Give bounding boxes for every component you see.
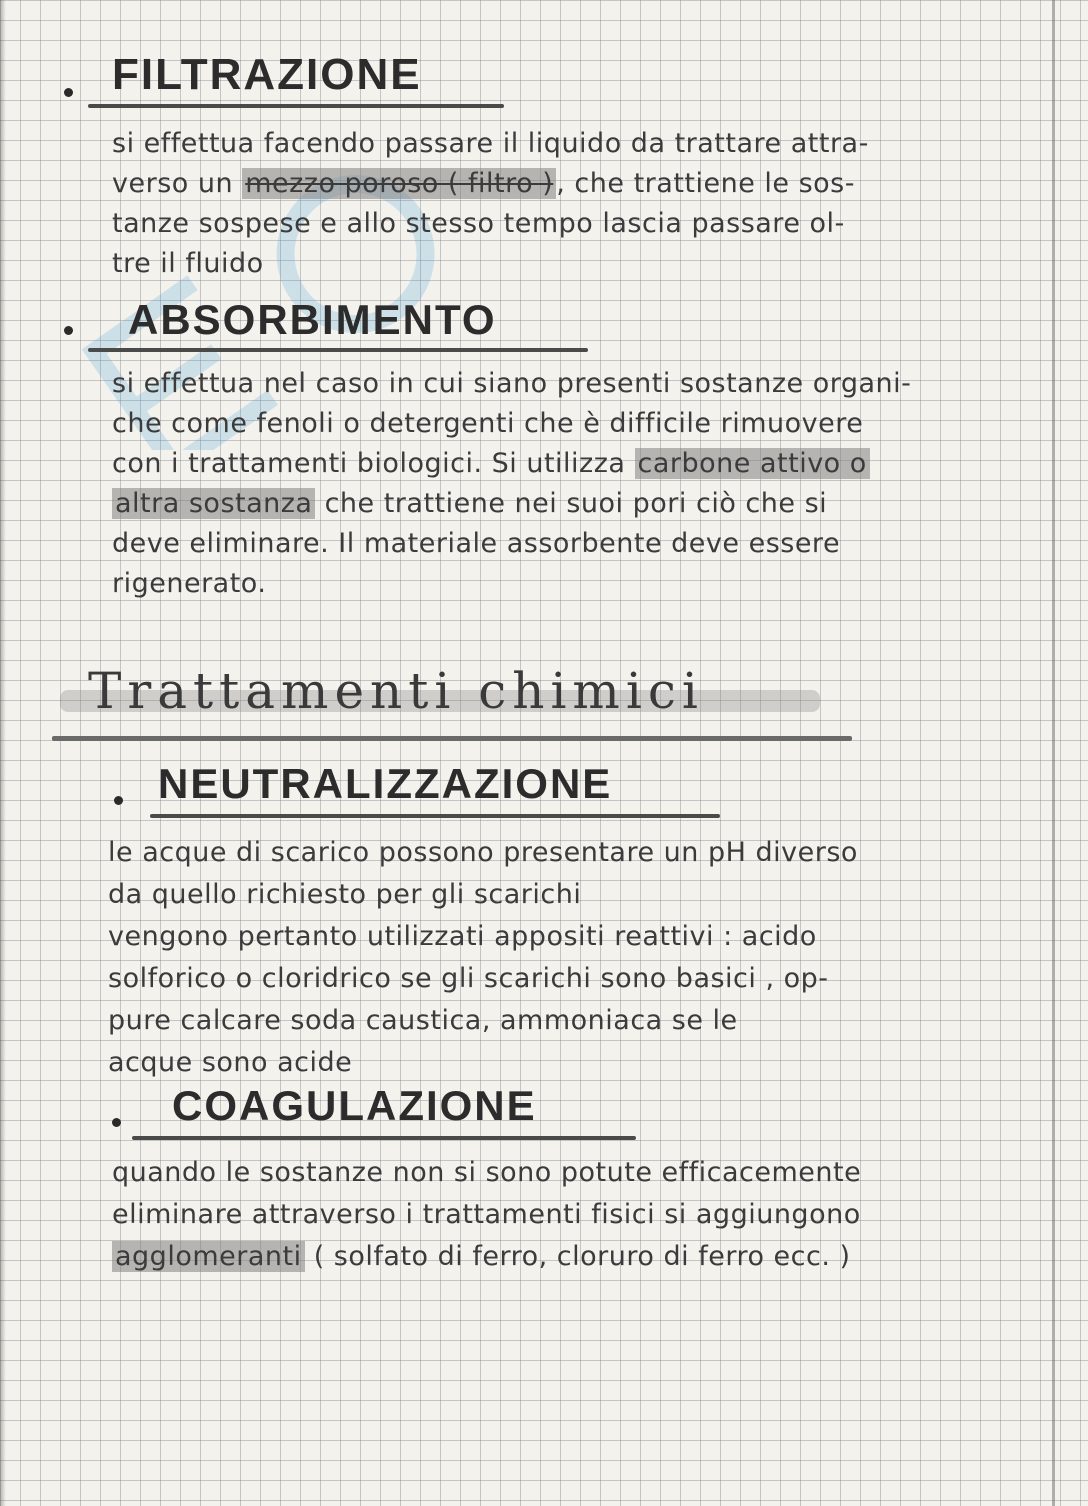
text-line [112, 444, 1042, 484]
heading-neutralizzazione: NEUTRALIZZAZIONE [158, 760, 613, 807]
bullet [64, 88, 73, 97]
text-line: acque sono acide [108, 1047, 353, 1078]
text-line: vengono pertanto utilizzati appositi reattivi : acido [108, 921, 817, 952]
text-line: le acque di scarico possono presentare un pH diverso [108, 837, 858, 868]
text-fragment: verso un [112, 168, 234, 199]
text-line: eliminare attraverso i trattamenti fisici si aggiungono [112, 1199, 861, 1230]
paragraph-absorbimento [112, 364, 1042, 604]
highlighted-term: mezzo poroso ( filtro ) [242, 168, 556, 199]
text-line: quando le sostanze non si sono potute efficacemente [112, 1157, 862, 1188]
text-fragment: con i trattamenti biologici. Si utilizza [112, 448, 626, 479]
heading-coagulazione: COAGULAZIONE [172, 1082, 537, 1129]
heading-filtrazione: FILTRAZIONE [112, 50, 422, 99]
paragraph-filtrazione [112, 124, 1042, 284]
paragraph-coagulazione [112, 1152, 1042, 1278]
page-left-edge [0, 0, 6, 1506]
chapter-title: Trattamenti chimici [88, 662, 704, 720]
highlighted-term: agglomeranti [112, 1241, 305, 1272]
heading-absorbimento: ABSORBIMENTO [128, 296, 497, 343]
text-line: tanze sospese e allo stesso tempo lascia passare ol- [112, 208, 845, 239]
text-line: pure calcare soda caustica, ammoniaca se le [108, 1005, 738, 1036]
heading-underline [88, 104, 504, 108]
heading-underline [88, 348, 588, 352]
text-fragment: , che trattiene le sos- [556, 168, 855, 199]
heading-underline [150, 814, 720, 818]
bullet [64, 326, 73, 335]
text-line: deve eliminare. Il materiale assorbente deve essere [112, 528, 841, 559]
bullet [114, 796, 123, 805]
text-line: si effettua facendo passare il liquido da trattare attra- [112, 128, 869, 159]
margin-line [1052, 0, 1055, 1506]
highlighted-term: altra sostanza [112, 488, 315, 519]
text-fragment: che trattiene nei suoi pori ciò che si [315, 488, 828, 519]
text-line: si effettua nel caso in cui siano presenti sostanze organi- [112, 368, 912, 399]
text-fragment: ( solfato di ferro, cloruro di ferro ecc. ) [304, 1241, 851, 1272]
bullet [112, 1118, 121, 1127]
paragraph-neutralizzazione [108, 832, 1038, 1084]
text-line: che come fenoli o detergenti che è difficile rimuovere [112, 408, 864, 439]
text-line: tre il fluido [112, 248, 264, 279]
text-line [112, 164, 1042, 204]
chapter-title-underline [52, 736, 852, 741]
text-line: solforico o cloridrico se gli scarichi sono basici , op- [108, 963, 829, 994]
text-line [112, 484, 1042, 524]
text-line: rigenerato. [112, 568, 267, 599]
highlighted-term: carbone attivo o [635, 448, 870, 479]
text-line [112, 1236, 1042, 1278]
text-line: da quello richiesto per gli scarichi [108, 879, 582, 910]
heading-underline [132, 1136, 636, 1140]
